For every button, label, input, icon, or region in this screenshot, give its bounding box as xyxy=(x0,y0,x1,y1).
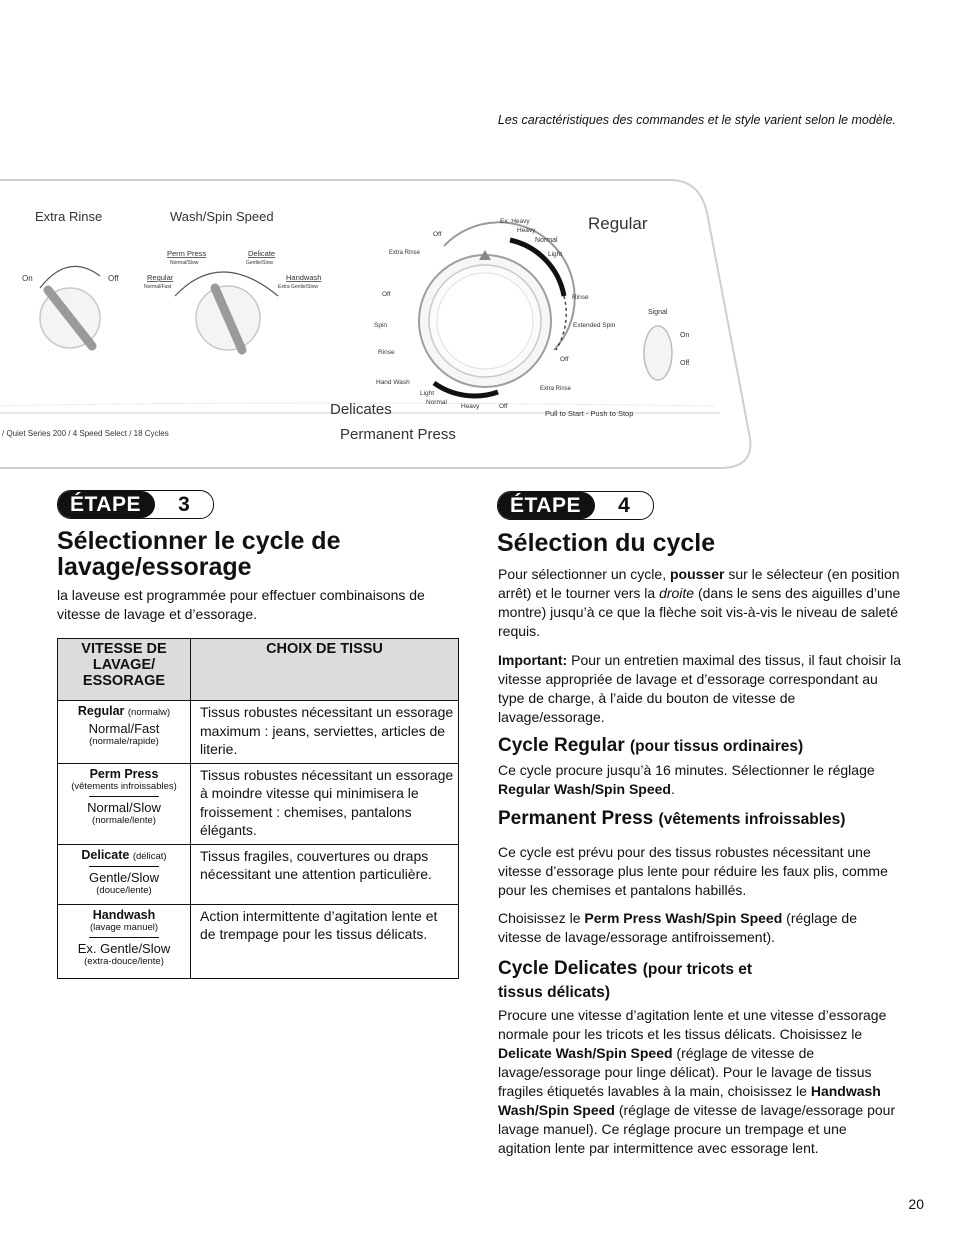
svg-text:Perm Press: Perm Press xyxy=(167,249,207,258)
svg-text:Gentle/Slow: Gentle/Slow xyxy=(246,260,273,266)
svg-text:Normal: Normal xyxy=(535,237,558,244)
table-row: Handwash (lavage manuel) Ex. Gentle/Slow (extra-douce/lente) Action intermittente d’agitation lente et de trempage pour les tissus délicats. xyxy=(58,904,459,978)
svg-text:On: On xyxy=(680,332,690,339)
table-row: Perm Press (vêtements infroissables) Normal/Slow (normale/lente) Tissus robustes nécessitant un essorage à moindre vitesse qui minimisera le froissement : chemises, pantalons élégants. xyxy=(58,763,459,844)
svg-text:Extra Rinse: Extra Rinse xyxy=(389,250,421,256)
svg-text:Delicate: Delicate xyxy=(248,249,276,258)
svg-text:Heavy: Heavy xyxy=(461,403,480,410)
svg-text:Off: Off xyxy=(560,356,569,363)
step4-paragraph-important: Important: Pour un entretien maximal des tissus, il faut choisir la vitesse appropriée de lavage et d’essorage correspondant au type de charge, à l’aide du bouton de vitesse de lavage/essorage. xyxy=(498,652,902,725)
step4-badge: ÉTAPE 4 xyxy=(497,491,654,520)
page-number: 20 xyxy=(908,1196,924,1212)
svg-text:Regular: Regular xyxy=(147,273,174,282)
step3-badge: ÉTAPE 3 xyxy=(57,490,214,519)
extra-rinse-label: Extra Rinse xyxy=(35,209,103,224)
delicates-paragraph: Procure une vitesse d’agitation lente et une vitesse d’essorage normale pour les tricots et les tissus délicats. Choisissez le Delicate Wash/Spin Speed (réglage de vitesse de lavage/essorage pour linge délicat). Pour le lavage de tissus fragiles étiquetés lavables à la main, choisissez le Handwash Wash/Spin Speed (réglage de vitesse de lavage/essorage pour lavage manuel). Ce réglage procure un trempage et une agitation lente par intermittence avec essorage lent. xyxy=(498,1007,896,1156)
permanent-press-heading: Permanent Press (vêtements infroissables) xyxy=(498,808,846,829)
svg-text:Extra Gentle/Slow: Extra Gentle/Slow xyxy=(278,284,319,290)
regular-heading: Cycle Regular (pour tissus ordinaires) xyxy=(498,735,804,756)
svg-text:Extended Spin: Extended Spin xyxy=(573,322,616,329)
svg-text:Spin: Spin xyxy=(374,322,388,329)
dial-regular-label: Regular xyxy=(588,214,648,233)
pull-push-label: Pull to Start - Push to Stop xyxy=(545,409,634,418)
svg-text:Extra Rinse: Extra Rinse xyxy=(540,386,572,392)
permanent-press-paragraph: Ce cycle est prévu pour des tissus robustes nécessitant une vitesse d’essorage plus lente pour réduire les faux plis, comme pour les chemises et pantalons habillés. xyxy=(498,844,888,898)
svg-text:Light: Light xyxy=(548,251,563,258)
svg-text:Heavy: Heavy xyxy=(517,227,536,234)
cycle-selector-dial[interactable] xyxy=(419,250,551,387)
step3-title: Sélectionner le cycle de lavage/essorage xyxy=(57,527,341,581)
wash-spin-label: Wash/Spin Speed xyxy=(170,209,274,224)
svg-text:On: On xyxy=(22,274,33,283)
step3-intro: la laveuse est programmée pour effectuer combinaisons de vitesse de lavage et d’essorage. xyxy=(57,587,425,622)
signal-knob[interactable] xyxy=(644,326,672,380)
dial-delicates-label: Delicates xyxy=(330,401,392,418)
extra-rinse-knob[interactable] xyxy=(40,288,100,348)
delicates-heading: Cycle Delicates (pour tricots et tissus délicats) xyxy=(498,958,753,1001)
svg-text:Off: Off xyxy=(499,403,508,410)
table-row: Delicate (délicat) Gentle/Slow (douce/lente) Tissus fragiles, couvertures ou draps nécessitant une attention particulière. xyxy=(58,844,459,904)
svg-text:Off: Off xyxy=(382,291,391,298)
step4-title: Sélection du cycle xyxy=(497,529,716,557)
wash-spin-table xyxy=(57,638,459,979)
table-header-speed: VITESSE DE LAVAGE/ ESSORAGE xyxy=(58,639,191,701)
svg-text:Off: Off xyxy=(680,360,690,367)
svg-text:Ex. Heavy: Ex. Heavy xyxy=(500,218,530,225)
svg-text:Hand Wash: Hand Wash xyxy=(376,379,410,386)
svg-text:Handwash: Handwash xyxy=(286,273,322,282)
svg-text:Rinse: Rinse xyxy=(572,294,589,301)
svg-text:Rinse: Rinse xyxy=(378,349,395,356)
svg-text:Signal: Signal xyxy=(648,309,668,316)
series-label: / Quiet Series 200 / 4 Speed Select / 18 Cycles xyxy=(2,429,169,438)
svg-text:Light: Light xyxy=(420,390,435,397)
svg-text:Off: Off xyxy=(433,231,442,238)
step4-paragraph-1: Pour sélectionner un cycle, pousser sur le sélecteur (en position arrêt) et le tourner vers la droite (dans le sens des aiguilles d’une montre) jusqu’à ce que la flèche soit vis-à-vis le niveau de saleté requis. xyxy=(498,566,901,639)
svg-text:Normal: Normal xyxy=(426,399,447,406)
table-row: Regular (normalw) Normal/Fast (normale/rapide) Tissus robustes nécessitant un essorage maximum : jeans, serviettes, articles de literie. xyxy=(58,701,459,764)
permanent-press-paragraph-2: Choisissez le Perm Press Wash/Spin Speed (réglage de vitesse de lavage/essorage antifroissement). xyxy=(498,910,857,945)
table-header-fabric: CHOIX DE TISSU xyxy=(191,639,459,701)
control-panel-illustration xyxy=(0,178,760,470)
svg-text:Off: Off xyxy=(108,274,119,283)
header-note: Les caractéristiques des commandes et le style varient selon le modèle. xyxy=(497,113,896,127)
svg-text:Normal/Slow: Normal/Slow xyxy=(170,260,199,266)
svg-text:Normal/Fast: Normal/Fast xyxy=(144,284,172,290)
wash-spin-knob[interactable] xyxy=(196,286,260,350)
dial-permanent-press-label: Permanent Press xyxy=(340,426,456,443)
regular-paragraph: Ce cycle procure jusqu’à 16 minutes. Sélectionner le réglage Regular Wash/Spin Speed. xyxy=(498,762,875,797)
